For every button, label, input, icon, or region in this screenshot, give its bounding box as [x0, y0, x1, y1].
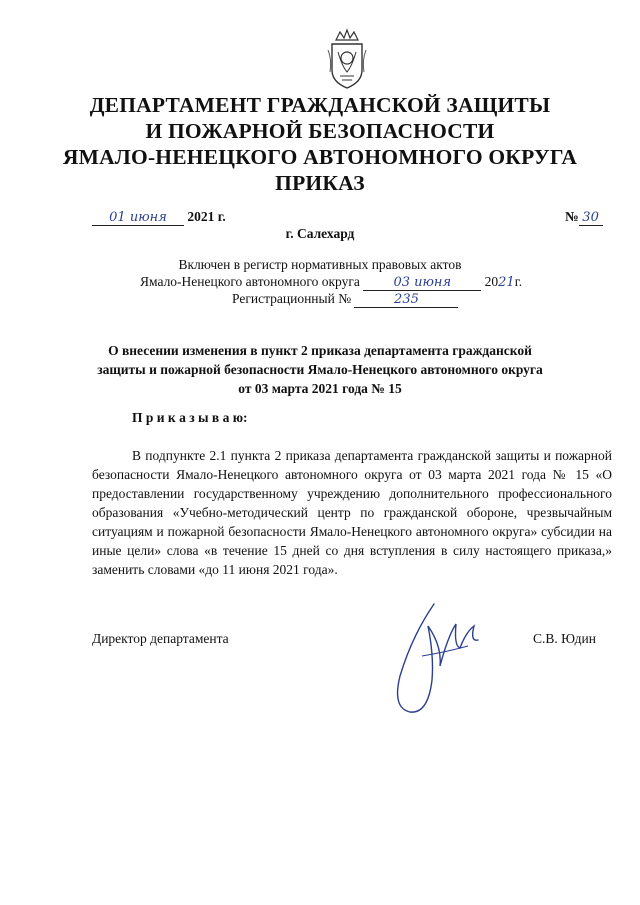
- registry-number-label: Регистрационный №: [232, 291, 352, 306]
- registry-number-handwritten: 235: [354, 292, 458, 308]
- registry-year-handwritten: 21: [498, 275, 515, 290]
- order-title: [0, 341, 640, 398]
- department-name-line-2: И ПОЖАРНОЙ БЕЗОПАСНОСТИ: [145, 119, 495, 143]
- registry-line-1: Включен в регистр нормативных правовых актов: [178, 257, 462, 272]
- document-type: ПРИКАЗ: [275, 171, 365, 195]
- registry-date-handwritten: 03 июня: [363, 275, 481, 291]
- signature-name: С.В. Юдин: [533, 631, 596, 646]
- body-paragraph: В подпункте 2.1 пункта 2 приказа департамента гражданской защиты и пожарной безопасности Ямало-Ненецкого автономного округа от 03 марта 2021 года № 15 «О предоставлении государственному учреждению дополнительного профессионального образования «Учебно-методический центр по гражданской обороне, чрезвычайным ситуациям и пожарной безопасности Ямало-Ненецкого автономного округа» субсидии на иные цели» слова «в течение 15 дней со дня вступления в силу настоящего приказа,» заменить словами «до 11 июня 2021 года».: [92, 448, 612, 577]
- coat-of-arms-emblem: [326, 26, 368, 92]
- registry-region: Ямало-Ненецкого автономного округа: [140, 274, 360, 289]
- order-year: 2021 г.: [187, 209, 226, 224]
- order-number: [565, 209, 603, 226]
- city: г. Салехард: [285, 226, 355, 241]
- order-number-handwritten: 30: [579, 210, 603, 226]
- order-date-handwritten: 01 июня: [92, 210, 184, 226]
- order-title-line-3: от 03 марта 2021 года № 15: [238, 381, 402, 396]
- registry-year-prefix: 20: [484, 274, 499, 289]
- registry-line-2: [140, 274, 522, 291]
- order-word: П р и к а з ы в а ю:: [132, 410, 248, 425]
- order-title-line-1: О внесении изменения в пункт 2 приказа департамента гражданской: [108, 343, 532, 358]
- handwritten-signature: [382, 596, 494, 718]
- registry-year-suffix: г.: [514, 274, 523, 289]
- department-name-line-1: ДЕПАРТАМЕНТ ГРАЖДАНСКОЙ ЗАЩИТЫ: [89, 93, 551, 117]
- order-number-label: №: [565, 209, 579, 224]
- order-date: [92, 209, 226, 226]
- department-name-line-3: ЯМАЛО-НЕНЕЦКОГО АВТОНОМНОГО ОКРУГА: [62, 145, 578, 169]
- signature-position: Директор департамента: [92, 631, 229, 646]
- registry-number: [232, 291, 458, 308]
- order-title-line-2: защиты и пожарной безопасности Ямало-Ненецкого автономного округа: [97, 362, 543, 377]
